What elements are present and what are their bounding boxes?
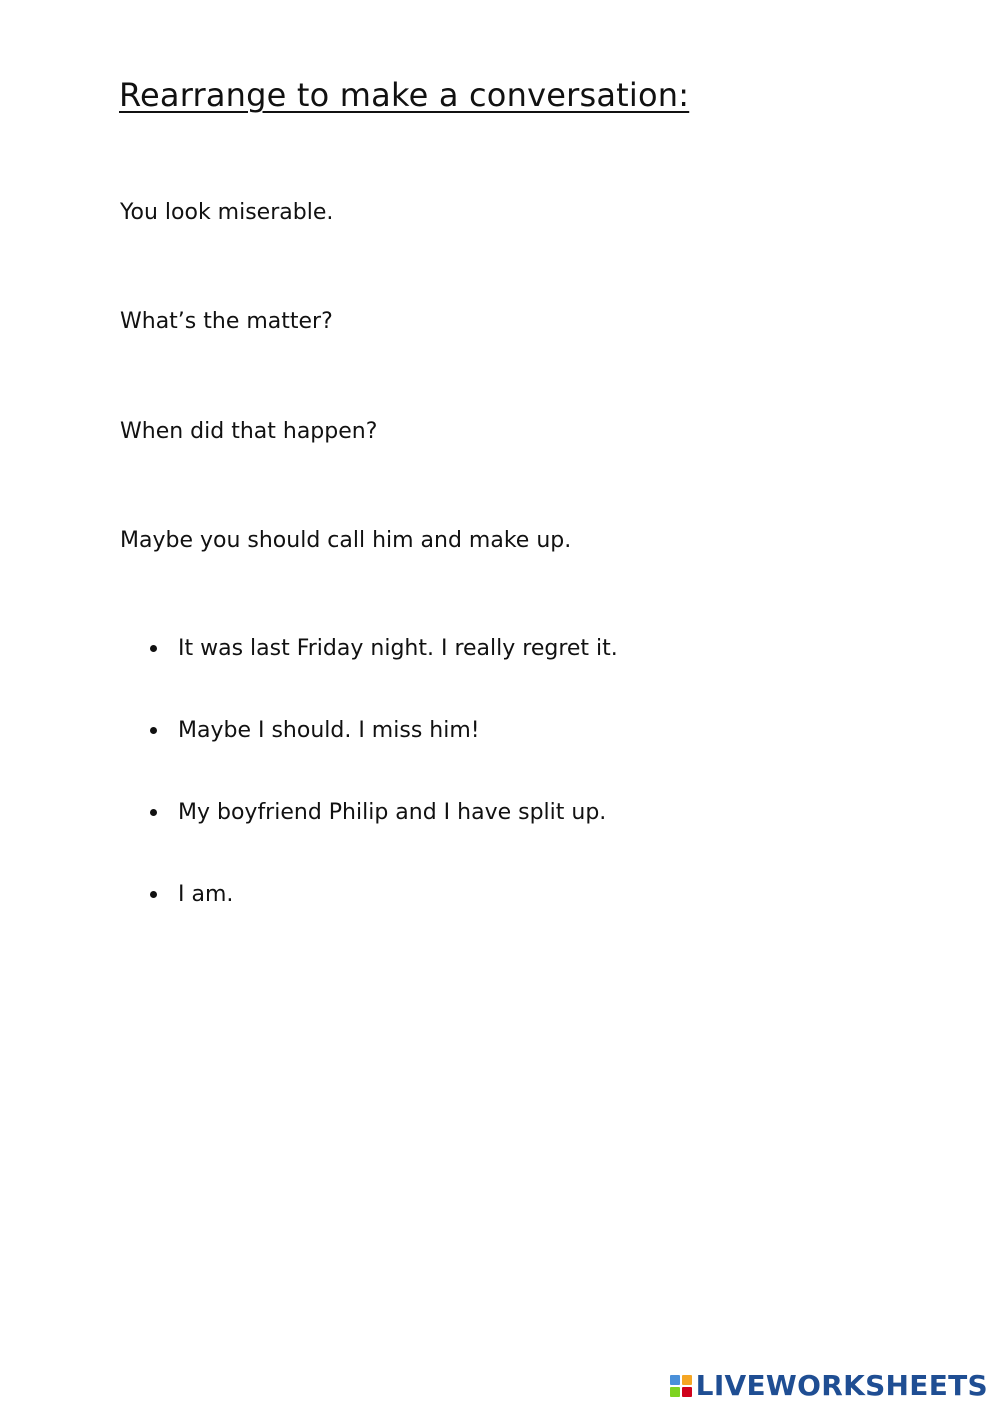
conversation-line-1: You look miserable. xyxy=(120,200,334,225)
bullet-icon xyxy=(150,809,157,816)
bullet-item-1 xyxy=(150,636,618,661)
bullet-item-2 xyxy=(150,718,480,743)
bullet-item-4 xyxy=(150,882,233,907)
liveworksheets-grid-icon xyxy=(670,1375,692,1397)
bullet-text-3: My boyfriend Philip and I have split up. xyxy=(178,800,607,825)
bullet-text-1: It was last Friday night. I really regret it. xyxy=(178,636,618,661)
bullet-icon xyxy=(150,891,157,898)
bullet-text-2: Maybe I should. I miss him! xyxy=(178,718,480,743)
conversation-line-3: When did that happen? xyxy=(120,419,378,444)
bullet-text-4: I am. xyxy=(178,882,234,907)
bullet-item-3 xyxy=(150,800,606,825)
conversation-line-4: Maybe you should call him and make up. xyxy=(120,528,572,553)
liveworksheets-logo xyxy=(670,1369,988,1402)
bullet-icon xyxy=(150,645,157,652)
logo-text: LIVEWORKSHEETS xyxy=(695,1369,988,1402)
conversation-line-2: What’s the matter? xyxy=(120,309,333,334)
bullet-icon xyxy=(150,727,157,734)
page-title: Rearrange to make a conversation: xyxy=(119,76,690,114)
